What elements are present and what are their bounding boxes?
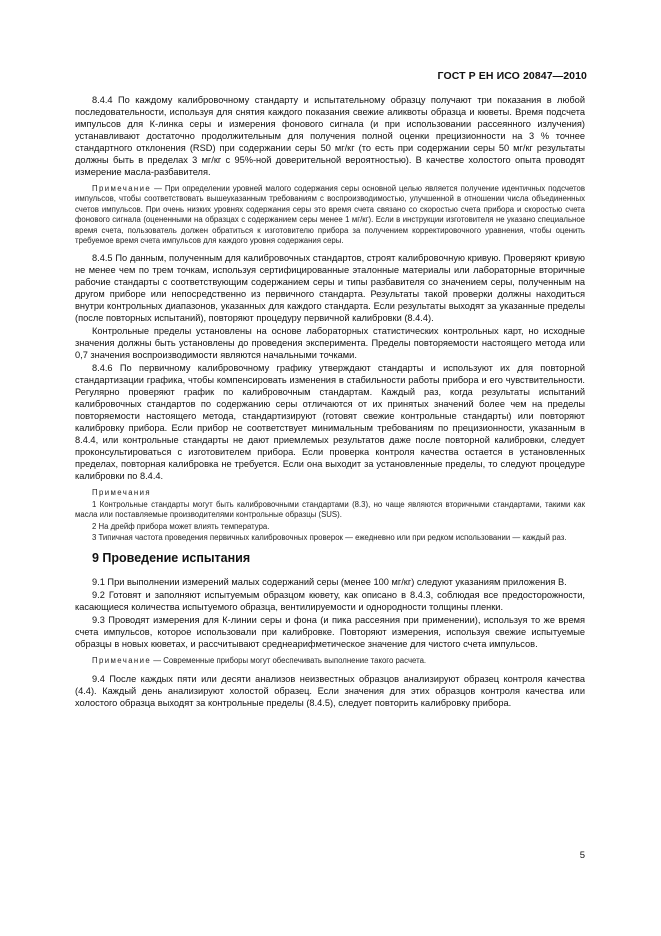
note-text: — При определении уровней малого содержания серы основной целью является получение идентичных подсчетов импульсов, чтобы соответствовать вышеуказанным требованиям с воспроизводимостью, улучшенной в отношении числа объединенных счетов импульсов. При очень низких уровнях содержания серы это время счета связано со скоростью счета прибора и скоростью счета фонового сигнала (оцененными на образцах с содержанием серы менее 1 мг/кг). Если в инструкции изготовителя не указано специальное время счета, пользователь должен обратиться к изготовителю прибора за получением корректировочного уравнения, чтобы оценить требуемое время счета импульсов для каждого уровня содержания серы. [75, 184, 585, 246]
section-9-heading: 9 Проведение испытания [92, 551, 251, 566]
note-text: — Современные приборы могут обеспечивать выполнение такого расчета. [151, 656, 427, 666]
page-number: 5 [579, 850, 585, 861]
document-code-header: ГОСТ Р ЕН ИСО 20847—2010 [437, 70, 587, 82]
notes-label-text: Примечания [92, 488, 152, 498]
note-8-4-4 [75, 184, 585, 246]
notes-label [75, 488, 585, 498]
note-item: 2 На дрейф прибора может влиять температура. [92, 521, 270, 531]
paragraph-control-limits: Контрольные пределы установлены на основе лабораторных статистических контрольных карт, но исходные значения должны быть установлены до проведения эксперимента. Пределы повторяемости настоящего метода или 0,7 значения воспроизводимости являются начальными точками. [75, 326, 585, 361]
note-9-3 [75, 656, 585, 666]
page-content [75, 94, 585, 710]
note-item: 3 Типичная частота проведения первичных калибровочных проверок — ежедневно или при редком использовании — каждый раз. [92, 533, 567, 543]
note-item: 1 Контрольные стандарты могут быть калибровочными стандартами (8.3), но чаще являются вторичными стандартами, такими как масла или поставляемые производителями контрольные образцы (SUS). [75, 499, 585, 520]
paragraph-9-1: 9.1 При выполнении измерений малых содержаний серы (менее 100 мг/кг) следуют указаниям приложения В. [92, 577, 567, 588]
paragraph-8-4-4: 8.4.4 По каждому калибровочному стандарту и испытательному образцу получают три показания в любой последовательности, используя для снятия каждого показания свежие аликвоты образца и кюветы. Время подсчета импульсов для К-линка серы и измерения фонового сигнала (и при использовании рассеянного излучения) устанавливают достаточно продолжительным для получения полной оценки прецизионности на 3 % точнее стандартного отклонения (RSD) при содержании серы 50 мг/кг (то есть при содержании серы 50 мг/кг результаты должны быть в пределах 3 мг/кг с 95%-ной доверительной вероятностью). В качестве холостого опыта проводят измерение масла-разбавителя. [75, 95, 585, 177]
paragraph-9-4: 9.4 После каждых пяти или десяти анализов неизвестных образцов анализируют образец контроля качества (4.4). Каждый день анализируют холостой образец. Если значения для этих образцов контроля качества или холостого образца выходят за контрольные пределы (8.4.5), следует повторить калибровку прибора. [75, 673, 585, 708]
paragraph-9-2: 9.2 Готовят и заполняют испытуемым образцом кювету, как описано в 8.4.3, соблюдая все предосторожности, касающиеся количества испытуемого образца, вентилируемости и однородности толщины пленки. [75, 590, 585, 613]
note-label: Примечание [92, 184, 152, 193]
paragraph-8-4-5: 8.4.5 По данным, полученным для калибровочных стандартов, строят калибровочную кривую. Проверяют кривую не менее чем по трем точкам, используя сертифицированные эталонные материалы или лабораторные вторичные рабочие стандарты с соответствующим содержанием серы и типы разбавителя со значением серы, полученным на другом приборе или непосредственно из первичного стандарта. Результаты такой проверки должны находиться внутри контрольных диапазонов, указанных для каждого стандарта. Если результаты выходят за указанные пределы (после повторных испытаний), повторяют процедуру первичной калибровки (8.4.4). [75, 253, 585, 324]
note-label: Примечание [92, 656, 152, 666]
paragraph-9-3: 9.3 Проводят измерения для К-линии серы и фона (и пика рассеяния при применении), используя то же время счета импульсов, которое использовали при калибровке. Повторяют измерения, используя свежие испытуемые образцы в новых кюветах, и рассчитывают среднеарифметическое значение для чистого счета импульсов. [75, 615, 585, 650]
paragraph-8-4-6: 8.4.6 По первичному калибровочному графику утверждают стандарты и используют их для повторной стандартизации графика, чтобы компенсировать изменения в стабильности работы прибора и его чувствительности. Регулярно проверяют график по калибровочным стандартам. Каждый раз, когда результаты испытаний калибровочных стандартов по содержанию серы отличаются от их принятых значений более чем на пределы повторяемости настоящего метода, стандартизируют (готовят свежие контрольные стандарты) или повторяют калибровку прибора. Если прибор не соответствует минимальным требованиям по прецизионности, указанным в 8.4.4, или контрольные стандарты не дают приемлемых результатов даже после повторной калибровки, следует проконсультироваться с изготовителем прибора. Если проверка контроля качества остается в установленных пределах, повторная калибровка не требуется. Если она выходит за установленные пределы, то следуют процедуре калибровки по 8.4.4. [75, 363, 585, 482]
